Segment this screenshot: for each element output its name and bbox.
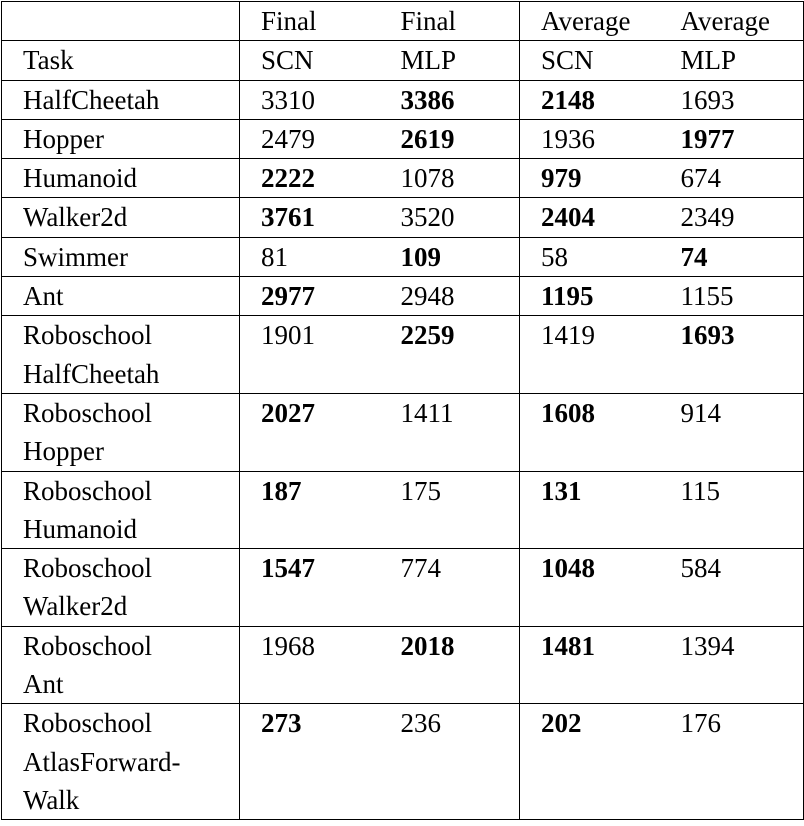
average-mlp-cell: 2349 [660, 198, 804, 237]
final-scn-cell: 2222 [240, 159, 380, 198]
average-scn-cell: 1481 [520, 626, 660, 704]
average-scn-cell: 1195 [520, 277, 660, 316]
task-cell [2, 549, 240, 627]
table-row [2, 316, 804, 394]
table-row [2, 159, 804, 198]
final-scn-cell: 1901 [240, 316, 380, 394]
table-row [2, 549, 804, 627]
results-table [1, 1, 804, 820]
table-row [2, 237, 804, 276]
average-mlp-cell: 115 [660, 471, 804, 549]
average-mlp-cell: 584 [660, 549, 804, 627]
final-scn-cell: 81 [240, 237, 380, 276]
table-row [2, 626, 804, 704]
final-mlp-cell: 236 [380, 704, 520, 820]
task-cell [2, 237, 240, 276]
final-mlp-cell: 3386 [380, 80, 520, 119]
task-name-line: HalfCheetah [23, 358, 160, 389]
header-average-scn: SCN [520, 41, 660, 80]
final-scn-cell: 187 [240, 471, 380, 549]
header-final-mlp: MLP [380, 41, 520, 80]
average-scn-cell: 979 [520, 159, 660, 198]
task-cell [2, 277, 240, 316]
average-scn-cell: 202 [520, 704, 660, 820]
average-scn-cell: 2404 [520, 198, 660, 237]
average-mlp-cell: 176 [660, 704, 804, 820]
table-row [2, 704, 804, 820]
final-mlp-cell: 109 [380, 237, 520, 276]
final-scn-cell: 2479 [240, 119, 380, 158]
average-scn-cell: 1608 [520, 393, 660, 471]
task-name-line: Humanoid [23, 163, 137, 194]
header-final-mlp-top: Final [380, 2, 520, 41]
task-cell [2, 119, 240, 158]
average-mlp-cell: 1155 [660, 277, 804, 316]
final-mlp-cell: 2259 [380, 316, 520, 394]
task-name-line: Swimmer [23, 241, 128, 272]
final-mlp-cell: 774 [380, 549, 520, 627]
task-name-line: Roboschool [23, 320, 153, 351]
average-mlp-cell: 674 [660, 159, 804, 198]
header-final-scn: SCN [240, 41, 380, 80]
table-row [2, 119, 804, 158]
task-cell [2, 626, 240, 704]
task-cell [2, 80, 240, 119]
final-mlp-cell: 2619 [380, 119, 520, 158]
average-scn-cell: 58 [520, 237, 660, 276]
header-average-scn-top: Average [520, 2, 660, 41]
task-name-line: Roboschool [23, 553, 153, 584]
task-cell [2, 393, 240, 471]
final-scn-cell: 3761 [240, 198, 380, 237]
task-name-line: Walker2d [23, 591, 128, 622]
task-name-line: Roboschool [23, 708, 153, 739]
table-body [2, 80, 804, 820]
header-task: Task [2, 41, 240, 80]
final-scn-cell: 273 [240, 704, 380, 820]
table-row [2, 198, 804, 237]
average-mlp-cell: 1693 [660, 316, 804, 394]
final-mlp-cell: 175 [380, 471, 520, 549]
table-row [2, 80, 804, 119]
average-scn-cell: 1419 [520, 316, 660, 394]
final-scn-cell: 2977 [240, 277, 380, 316]
task-name-line: Walker2d [23, 202, 128, 233]
header-row-1 [2, 2, 804, 41]
task-name-line: Ant [23, 281, 64, 312]
task-cell [2, 471, 240, 549]
average-scn-cell: 131 [520, 471, 660, 549]
average-mlp-cell: 914 [660, 393, 804, 471]
task-cell [2, 159, 240, 198]
header-task-top [2, 2, 240, 41]
final-mlp-cell: 1078 [380, 159, 520, 198]
average-scn-cell: 2148 [520, 80, 660, 119]
table-row [2, 393, 804, 471]
task-name-line: Humanoid [23, 513, 137, 544]
final-mlp-cell: 2018 [380, 626, 520, 704]
average-mlp-cell: 1977 [660, 119, 804, 158]
average-mlp-cell: 74 [660, 237, 804, 276]
task-name-line: Hopper [23, 436, 104, 467]
task-name-line: Roboschool [23, 397, 153, 428]
table-row [2, 471, 804, 549]
header-final-scn-top: Final [240, 2, 380, 41]
task-name-line: Roboschool [23, 630, 153, 661]
task-name-line: HalfCheetah [23, 84, 160, 115]
task-cell [2, 198, 240, 237]
header-average-mlp: MLP [660, 41, 804, 80]
final-mlp-cell: 3520 [380, 198, 520, 237]
task-name-line: Walk [23, 784, 80, 815]
header-average-mlp-top: Average [660, 2, 804, 41]
task-name-line: AtlasForward- [23, 746, 181, 777]
final-scn-cell: 1547 [240, 549, 380, 627]
final-scn-cell: 2027 [240, 393, 380, 471]
average-mlp-cell: 1394 [660, 626, 804, 704]
task-cell [2, 316, 240, 394]
final-scn-cell: 1968 [240, 626, 380, 704]
final-mlp-cell: 2948 [380, 277, 520, 316]
task-name-line: Ant [23, 669, 64, 700]
average-mlp-cell: 1693 [660, 80, 804, 119]
task-cell [2, 704, 240, 820]
final-scn-cell: 3310 [240, 80, 380, 119]
final-mlp-cell: 1411 [380, 393, 520, 471]
task-name-line: Roboschool [23, 475, 153, 506]
average-scn-cell: 1936 [520, 119, 660, 158]
header-row-2 [2, 41, 804, 80]
task-name-line: Hopper [23, 123, 104, 154]
table-row [2, 277, 804, 316]
average-scn-cell: 1048 [520, 549, 660, 627]
